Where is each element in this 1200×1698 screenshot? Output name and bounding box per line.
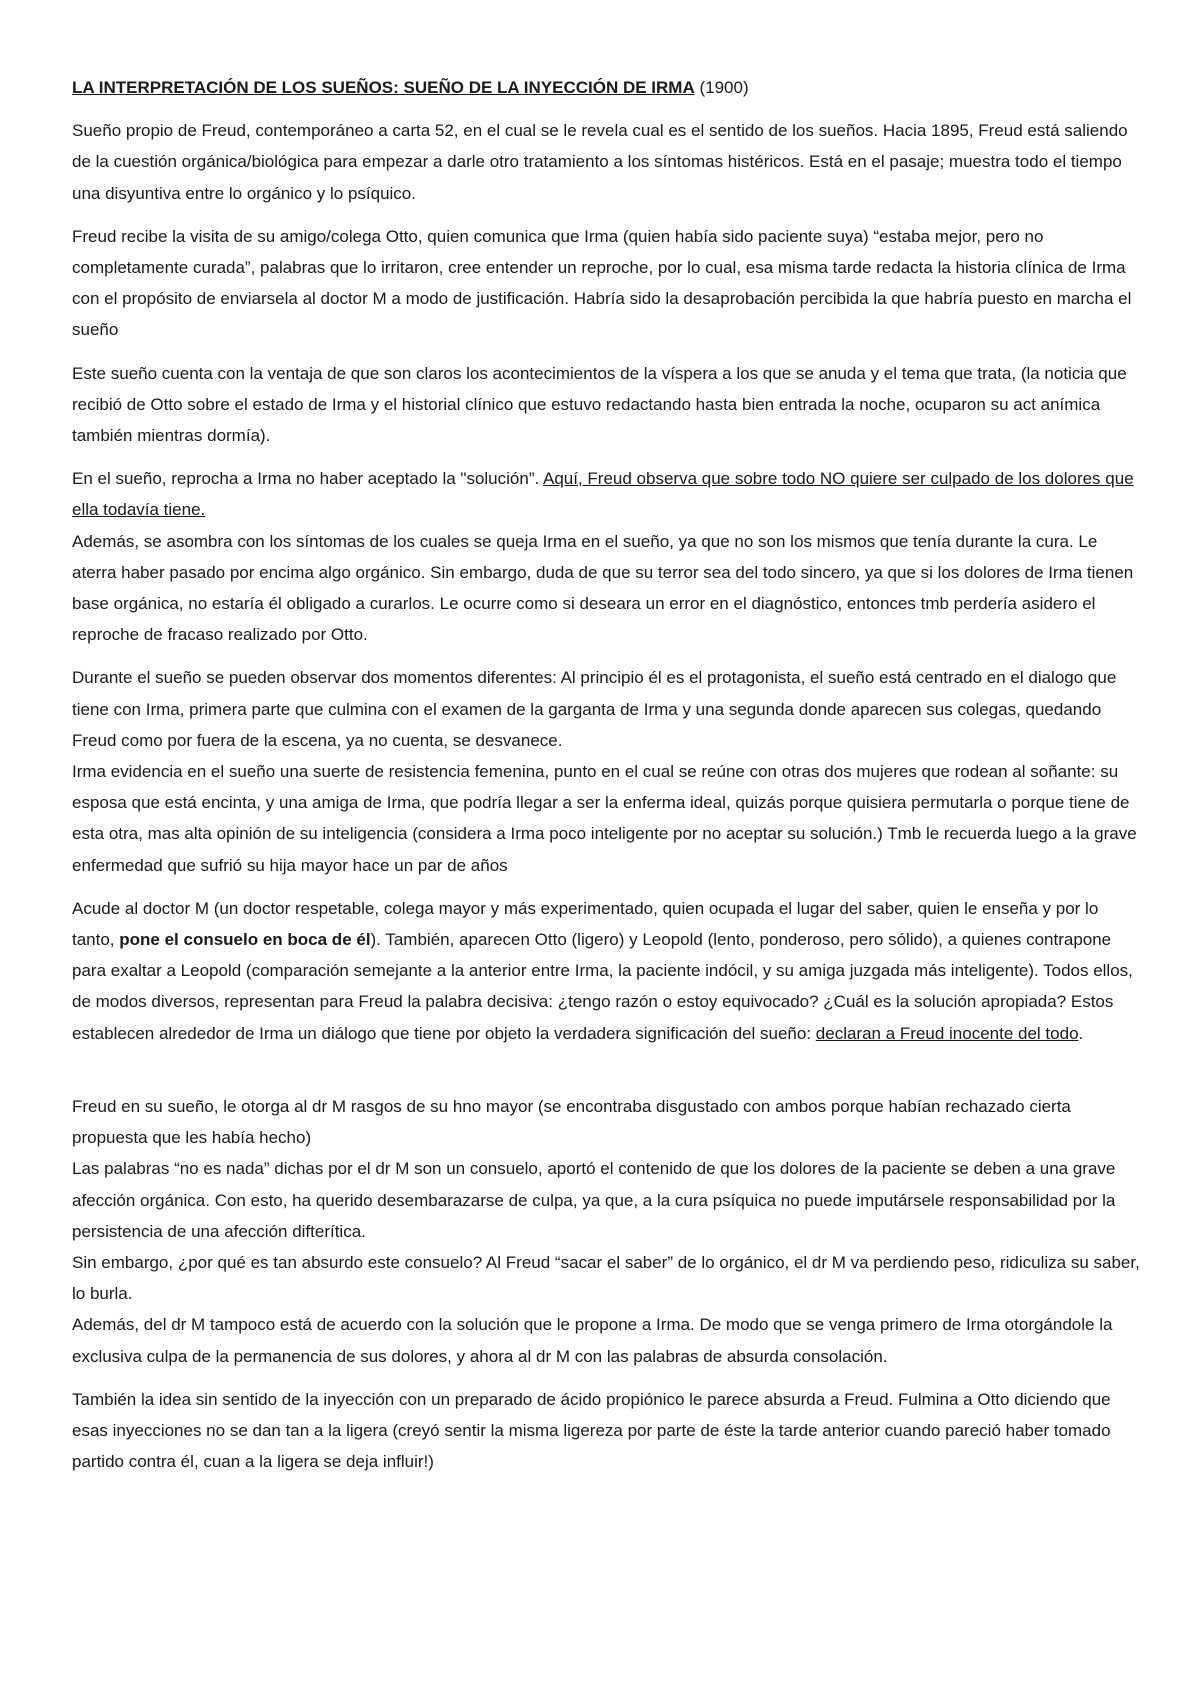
reproche-text: En el sueño, reprocha a Irma no haber aceptado la "solución”. bbox=[72, 469, 543, 489]
document-title bbox=[72, 72, 1140, 103]
doctor-m-period: . bbox=[1078, 1023, 1084, 1043]
paragraph-intro: Sueño propio de Freud, contemporáneo a carta 52, en el cual se le revela cual es el sentido de los sueños. Hacia 1895, Freud está saliendo de la cuestión orgánica/biológica para empezar a darle otro tratamiento a los síntomas histéricos. Está en el pasaje; muestra todo el tiempo una disyuntiva entre lo orgánico y lo psíquico. bbox=[72, 121, 1128, 203]
title-main: LA INTERPRETACIÓN DE LOS SUEÑOS: SUEÑO DE LA INYECCIÓN DE IRMA bbox=[72, 78, 695, 97]
paragraph-hermano: Freud en su sueño, le otorga al dr M rasgos de su hno mayor (se encontraba disgustado con ambos porque habían rechazado cierta propuesta que les había hecho) bbox=[72, 1096, 1071, 1148]
paragraph-reproche bbox=[72, 463, 1140, 525]
paragraph-absurdo: Sin embargo, ¿por qué es tan absurdo este consuelo? Al Freud “sacar el saber” de lo orgánico, el dr M va perdiendo peso, ridiculiza su saber, lo burla. bbox=[72, 1252, 1140, 1304]
paragraph-vispera: Este sueño cuenta con la ventaja de que son claros los acontecimientos de la víspera a los que se anuda y el tema que trata, (la noticia que recibió de Otto sobre el estado de Irma y el historial clínico que estuvo redactando hasta bien entrada la noche, ocuparon su act anímica también mientras dormía). bbox=[72, 363, 1127, 446]
paragraph-sintomas: Además, se asombra con los síntomas de los cuales se queja Irma en el sueño, ya que no son los mismos que tenía durante la cura. Le aterra haber pasado por encima algo orgánico. Sin embargo, duda de que su terror sea del todo sincero, ya que si los dolores de Irma tienen base orgánica, no estaría él obligado a curarlos. Le ocurre como si deseara un error en el diagnóstico, entonces tmb perdería asidero el reproche de fracaso realizado por Otto. bbox=[72, 531, 1134, 645]
paragraph-doctor-m bbox=[72, 893, 1140, 1049]
title-year: (1900) bbox=[694, 78, 749, 97]
paragraph-dos-momentos: Durante el sueño se pueden observar dos momentos diferentes: Al principio él es el protagonista, el sueño está centrado en el dialogo que tiene con Irma, primera parte que culmina con el examen de la garganta de Irma y una segunda donde aparecen sus colegas, quedando Freud como por fuera de la escena, ya no cuenta, se desvanece. bbox=[72, 668, 1117, 750]
doctor-m-bold: pone el consuelo en boca de él bbox=[119, 930, 371, 950]
doctor-m-underlined: declaran a Freud inocente del todo bbox=[815, 1023, 1079, 1043]
reproche-underlined: Aquí, Freud observa que sobre todo NO quiere ser culpado de los dolores que ella todavía tiene. bbox=[72, 469, 1134, 520]
paragraph-inyeccion: También la idea sin sentido de la inyección con un preparado de ácido propiónico le parece absurda a Freud. Fulmina a Otto diciendo que esas inyecciones no se dan tan a la ligera (creyó sentir la misma ligereza por parte de éste la tarde anterior cuando pareció haber tomado partido contra él, cuan a la ligera se deja influir!) bbox=[72, 1389, 1111, 1472]
paragraph-venganza: Además, del dr M tampoco está de acuerdo con la solución que le propone a Irma. De modo que se venga primero de Irma otorgándole la exclusiva culpa de la permanencia de sus dolores, y ahora al dr M con las palabras de absurda consolación. bbox=[72, 1315, 1113, 1366]
doctor-m-text-1: Acude al doctor M (un doctor respetable, colega mayor y más experimentado, quien ocupada el lugar del saber, quien le enseña y por lo tanto, bbox=[72, 898, 1099, 950]
paragraph-resistencia: Irma evidencia en el sueño una suerte de resistencia femenina, punto en el cual se reúne con otras dos mujeres que rodean al soñante: su esposa que está encinta, y una amiga de Irma, que podría llegar a ser la enferma ideal, quizás porque quisiera permutarla o porque tiene de esta otra, mas alta opinión de su inteligencia (considera a Irma poco inteligente por no aceptar su solución.) Tmb le recuerda luego a la grave enfermedad que sufrió su hija mayor hace un par de años bbox=[72, 762, 1137, 875]
paragraph-otto-visit: Freud recibe la visita de su amigo/colega Otto, quien comunica que Irma (quien había sido paciente suya) “estaba mejor, pero no completamente curada”, palabras que lo irritaron, cree entender un reproche, por lo cual, esa misma tarde redacta la historia clínica de Irma con el propósito de enviarsela al doctor M a modo de justificación. Habría sido la desaprobación percibida la que habría puesto en marcha el sueño bbox=[72, 226, 1132, 340]
doctor-m-text-2: ). También, aparecen Otto (ligero) y Leopold (lento, ponderoso, pero sólido), a quienes contrapone para exaltar a Leopold (comparación semejante a la anterior entre Irma, la paciente indócil, y su amiga juzgada más inteligente). Todos ellos, de modos diversos, representan para Freud la palabra decisiva: ¿tengo razón o estoy equivocado? ¿Cuál es la solución apropiada? Estos establecen alrededor de Irma un diálogo que tiene por objeto la verdadera significación del sueño: bbox=[72, 930, 1133, 1043]
paragraph-consuelo: Las palabras “no es nada” dichas por el dr M son un consuelo, aportó el contenido de que los dolores de la paciente se deben a una grave afección orgánica. Con esto, ha querido desembarazarse de culpa, ya que, a la cura psíquica no puede imputársele responsabilidad por la persistencia de una afección difterítica. bbox=[72, 1159, 1116, 1241]
